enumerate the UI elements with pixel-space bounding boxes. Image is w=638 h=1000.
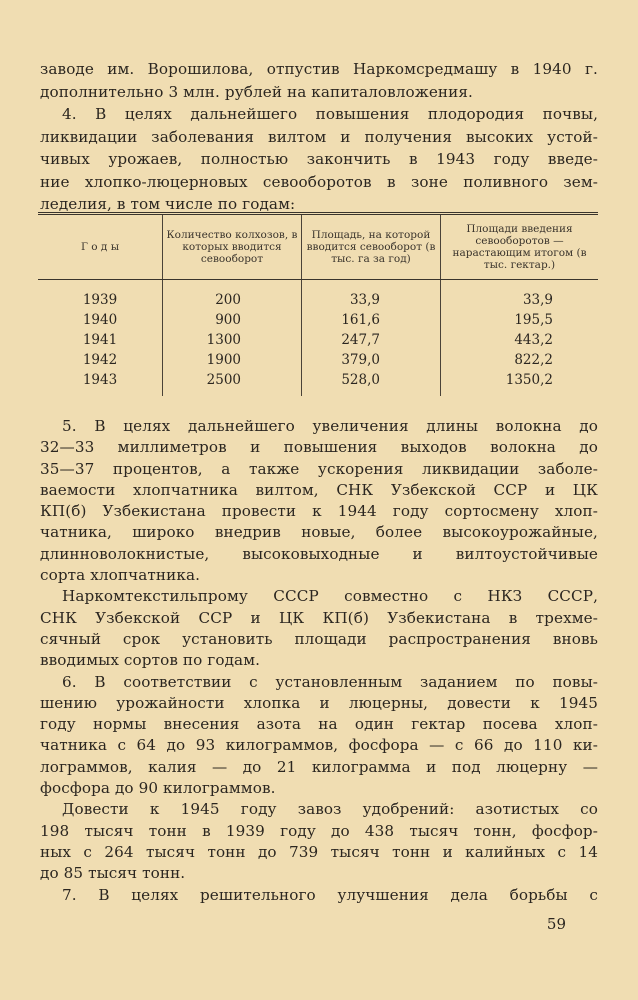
table-cell: 528,0 bbox=[302, 370, 441, 396]
text-line: дополнительно 3 млн. рублей на капиталовложения. bbox=[40, 82, 473, 101]
text-line: леделия, в том числе по годам: bbox=[40, 195, 296, 213]
text-line: ние хлопко-люцерновых севооборотов в зоне поливного зем- bbox=[40, 172, 598, 191]
header-cumulative-area: Площади введения севооборотов — нарастающим итогом (в тыс. гектар.) bbox=[441, 214, 599, 280]
text-line: до 85 тысяч тонн. bbox=[40, 864, 186, 883]
body-text bbox=[40, 416, 598, 906]
table-row bbox=[38, 310, 598, 330]
table-cell: 1350,2 bbox=[441, 370, 599, 396]
table-cell: 1940 bbox=[82, 312, 118, 328]
table-cell: 161,6 bbox=[302, 310, 441, 330]
text-line: чатника, широко внедрив новые, более высокоурожайные, bbox=[40, 523, 598, 542]
table-cell: 247,7 bbox=[302, 330, 441, 350]
text-line: 32—33 миллиметров и повышения выходов волокна до bbox=[40, 438, 598, 457]
table-cell: 379,0 bbox=[302, 350, 441, 370]
table-block bbox=[40, 212, 598, 396]
table-cell: 822,2 bbox=[441, 350, 599, 370]
table-cell: 900 bbox=[163, 310, 302, 330]
text-line: чатника с 64 до 93 килограммов, фосфора — с 66 до 110 ки- bbox=[40, 736, 598, 755]
text-line: 4. В целях дальнейшего повышения плодородия почвы, bbox=[62, 105, 598, 123]
text-line: вводимых сортов по годам. bbox=[40, 651, 261, 670]
text-line: СНК Узбекской ССР и ЦК КП(б) Узбекистана в трехме- bbox=[40, 608, 598, 627]
text-line: 198 тысяч тонн в 1939 году до 438 тысяч тонн, фосфор- bbox=[40, 821, 598, 840]
text-line: Наркомтекстильпрому СССР совместно с НКЗ СССР, bbox=[62, 587, 598, 606]
text-line: году нормы внесения азота на один гектар посева хлоп- bbox=[40, 715, 598, 734]
table-cell: 1942 bbox=[82, 352, 118, 368]
text-line: чивых урожаев, полностью закончить в 1943 году введе- bbox=[40, 150, 598, 168]
header-kolkhoz-count: Количество колхозов, в которых вводится севооборот bbox=[163, 214, 302, 280]
text-line: лограммов, калия — до 21 килограмма и под люцерну — bbox=[40, 757, 598, 776]
table-cell: 443,2 bbox=[441, 330, 599, 350]
table-row bbox=[38, 350, 598, 370]
table-row bbox=[38, 370, 598, 396]
header-years: Г о д ы bbox=[38, 214, 163, 280]
text-line: заводе им. Ворошилова, отпустив Наркомсредмашу в 1940 г. bbox=[40, 60, 598, 78]
table-row bbox=[38, 330, 598, 350]
table-cell: 33,9 bbox=[302, 280, 441, 311]
table-cell: 2500 bbox=[163, 370, 302, 396]
table-cell: 33,9 bbox=[441, 280, 599, 311]
text-line: ваемости хлопчатника вилтом, СНК Узбекской ССР и ЦК bbox=[40, 480, 598, 499]
text-line: сячный срок установить площади распространения вновь bbox=[40, 629, 598, 648]
intro-text bbox=[40, 58, 598, 216]
table-cell: 1941 bbox=[82, 332, 118, 348]
table-cell: 1900 bbox=[163, 350, 302, 370]
table-cell: 1939 bbox=[82, 292, 118, 308]
text-line: сорта хлопчатника. bbox=[40, 566, 201, 585]
table-cell: 1300 bbox=[163, 330, 302, 350]
text-line: длинноволокнистые, высоковыходные и вилтоустойчивые bbox=[40, 544, 598, 563]
text-line: 6. В соответствии с установленным заданием по повы- bbox=[62, 672, 598, 691]
page-number: 59 bbox=[546, 915, 566, 933]
text-line: КП(б) Узбекистана провести к 1944 году сортосмену хлоп- bbox=[40, 502, 598, 521]
crop-rotation-table bbox=[38, 212, 598, 396]
table-row bbox=[38, 280, 598, 311]
table-cell: 195,5 bbox=[441, 310, 599, 330]
text-line: 5. В целях дальнейшего увеличения длины волокна до bbox=[62, 417, 598, 435]
text-line: ных с 264 тысяч тонн до 739 тысяч тонн и калийных с 14 bbox=[40, 842, 598, 861]
text-line: Довести к 1945 году завоз удобрений: азотистых со bbox=[62, 800, 598, 819]
header-area-per-year: Площадь, на которой вводится севооборот (в тыс. га за год) bbox=[302, 214, 441, 280]
table-cell: 1943 bbox=[82, 372, 118, 388]
text-line: 7. В целях решительного улучшения дела борьбы с bbox=[62, 885, 598, 904]
text-line: ликвидации заболевания вилтом и получения высоких устой- bbox=[40, 127, 598, 146]
table-cell: 200 bbox=[163, 280, 302, 311]
text-line: 35—37 процентов, а также ускорения ликвидации заболе- bbox=[40, 459, 598, 478]
text-line: шению урожайности хлопка и люцерны, довести к 1945 bbox=[40, 693, 598, 712]
text-line: фосфора до 90 килограммов. bbox=[40, 779, 276, 798]
